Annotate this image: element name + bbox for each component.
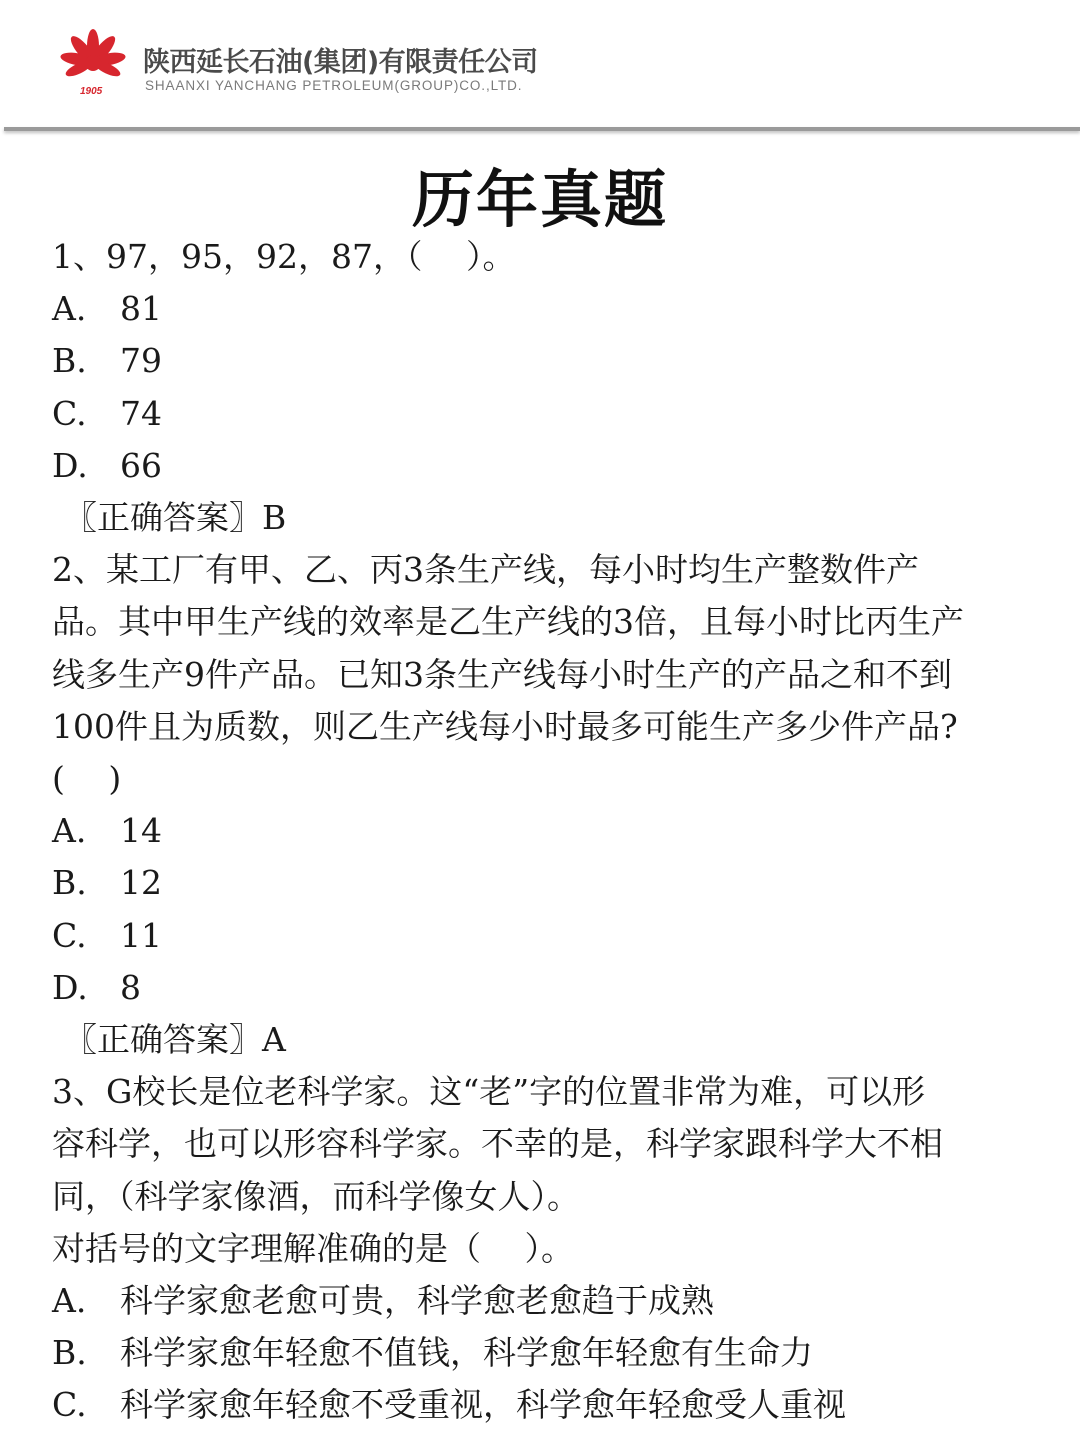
header [0, 0, 1080, 128]
question-2-text-line: 品。其中甲生产线的效率是乙生产线的3倍，且每小时比丙生产 [52, 602, 964, 642]
question-3-option-c: C. 科学家愈年轻愈不受重视，科学愈年轻愈受人重视 [52, 1385, 846, 1425]
question-2-text-line: 线多生产9件产品。已知3条生产线每小时生产的产品之和不到 [52, 654, 952, 694]
question-1-option-c: C. 74 [52, 393, 162, 433]
question-2-text-line: ( ) [52, 759, 122, 799]
question-3-option-a: A. 科学家愈老愈可贵，科学愈老愈趋于成熟 [52, 1281, 714, 1321]
question-2-answer: 〖正确答案〗A [64, 1020, 286, 1060]
question-2-text-line: 100件且为质数，则乙生产线每小时最多可能生产多少件产品? [52, 706, 958, 746]
question-2-option-c: C. 11 [52, 915, 162, 955]
question-3-text-line: 容科学，也可以形容科学家。不幸的是，科学家跟科学大不相 [52, 1124, 943, 1164]
question-2-option-b: B. 12 [52, 863, 162, 903]
question-3-text-line: 同，（科学家像酒，而科学像女人）。 [52, 1176, 580, 1216]
question-3-option-b: B. 科学家愈年轻愈不值钱，科学愈年轻愈有生命力 [52, 1333, 813, 1373]
company-name-en: SHAANXI YANCHANG PETROLEUM(GROUP)CO.,LTD. [145, 78, 523, 93]
company-logo-icon [50, 26, 136, 98]
question-1-option-d: D. 66 [52, 445, 162, 485]
header-divider [4, 127, 1080, 131]
company-name-cn: 陕西延长石油(集团)有限责任公司 [143, 47, 538, 78]
question-1-text: 1、97，95，92，87，（ ）。 [52, 237, 516, 276]
question-1-option-b: B. 79 [52, 341, 162, 381]
question-1-option-a: A. 81 [52, 289, 162, 329]
question-list [52, 231, 1042, 1432]
question-1-answer: 〖正确答案〗B [64, 498, 287, 538]
page-title: 历年真题 [411, 163, 668, 236]
question-2-option-a: A. 14 [52, 811, 162, 851]
logo-year: 1905 [80, 86, 103, 97]
question-2-option-d: D. 8 [52, 967, 141, 1007]
question-2-text-line: 2、某工厂有甲、乙、丙3条生产线，每小时均生产整数件产 [52, 550, 919, 590]
question-3-text-line: 对括号的文字理解准确的是（ ）。 [52, 1228, 574, 1268]
question-3-text-line: 3、G校长是位老科学家。这“老”字的位置非常为难，可以形 [52, 1072, 926, 1112]
